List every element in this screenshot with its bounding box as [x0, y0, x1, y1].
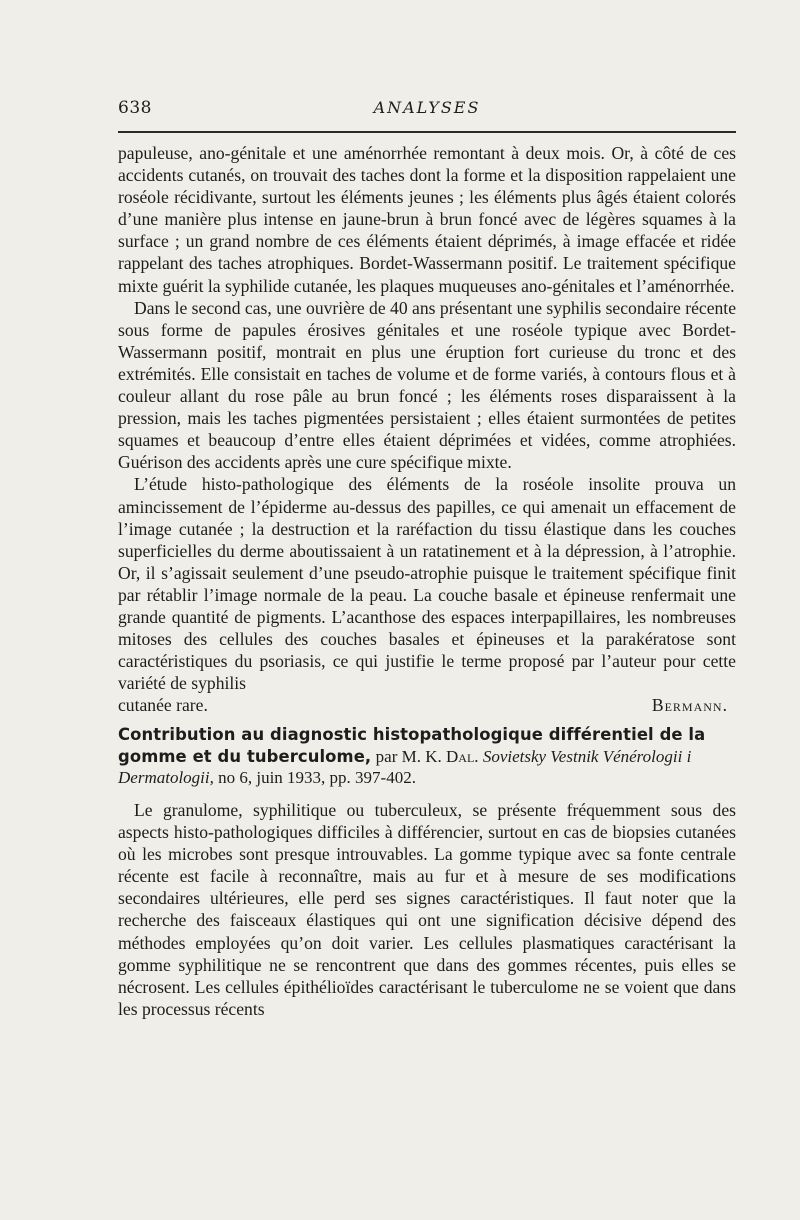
- paragraph-end-signature: [118, 694, 736, 716]
- article-title: Contribution au diagnostic histopathologique différentiel de la gomme et du tuberculome,: [118, 725, 706, 766]
- reviewer-signature: Bermann.: [651, 695, 728, 716]
- header-rule: [118, 131, 736, 133]
- article-body: [118, 142, 736, 1020]
- byline-par: par: [375, 746, 398, 766]
- author-name: M. K. Dal.: [401, 746, 479, 766]
- article-heading: [118, 724, 736, 789]
- journal-name: Sovietsky Vestnik Vénérologii i Dermatologii,: [118, 746, 692, 788]
- page-header: [118, 98, 736, 122]
- running-title: ANALYSES: [373, 98, 481, 117]
- page-number: 638: [118, 98, 152, 118]
- issue-reference: no 6, juin 1933, pp. 397-402.: [218, 768, 416, 788]
- paragraph-continuation: papuleuse, ano-génitale et une aménorrhée remontant à deux mois. Or, à côté de ces accidents cutanés, on trouvait des taches dont la forme et la disposition rappelaient une roséole récidivante, surtout les éléments jeunes ; les éléments plus âgés étaient colorés d’une manière plus intense en jaune-brun à brun foncé avec de légères squames à la surface ; un grand nombre de ces éléments étaient déprimés, à image effacée et ridée rappelant des taches atrophiques. Bordet-Wassermann positif. Le traitement spécifique mixte guérit la syphilide cutanée, les plaques muqueuses ano-génitales et l’aménorrhée.: [118, 143, 736, 296]
- paragraph-second-case: Dans le second cas, une ouvrière de 40 ans présentant une syphilis secondaire récente sous forme de papules érosives génitales et une roséole typique avec Bordet-Wassermann positif, montrait en plus une éruption fort curieuse du tronc et des extrémités. Elle consistait en taches de volume et de forme variés, à contours flous et à couleur allant du rose pâle au brun foncé ; les éléments roses disparaissent à la pression, mais les taches pigmentées persistaient ; elles étaient surmontées de petites squames et beaucoup d’entre elles étaient déprimées et vidées, comme atrophiées. Guérison des accidents après une cure spécifique mixte.: [118, 297, 736, 473]
- paragraph-granulome: Le granulome, syphilitique ou tuberculeux, se présente fréquemment sous des aspects histo-pathologiques difficiles à différencier, surtout en cas de biopsies cutanées où les microbes sont presque introuvables. La gomme typique avec sa fonte centrale récente est facile à reconnaître, mais au fur et à mesure de ses modifications secondaires ultérieures, elle perd ses signes caractéristiques. Il faut noter que la recherche des faisceaux élastiques qui ont une signification décisive dépend des méthodes employées qu’on doit varier. Les cellules plasmatiques caractérisant la gomme syphilitique ne se rencontrent que dans des gommes récentes, puis elles se nécrosent. Les cellules épithélioïdes caractérisant le tuberculome ne se voient que dans les processus récents: [118, 799, 736, 1019]
- closing-words: cutanée rare.: [118, 695, 208, 716]
- paragraph-histopathology: L’étude histo-pathologique des éléments de la roséole insolite prouva un amincissement de l’épiderme au-dessus des papilles, ce qui amenait un effacement de l’image cutanée ; la destruction et la raréfaction du tissu élastique dans les couches superficielles du derme aboutissaient à un ratatinement et à la dépression, à l’atrophie. Or, il s’agissait seulement d’une pseudo-atrophie puisque le traitement spécifique finit par rétablir l’image normale de la peau. La couche basale et épineuse renfermait une grande quantité de pigments. L’acanthose des espaces interpapillaires, les nombreuses mitoses des cellules des couches basales et épineuses et la parakératose sont caractéristiques du psoriasis, ce qui justifie le terme proposé par l’auteur pour cette variété de syphilis: [118, 474, 736, 694]
